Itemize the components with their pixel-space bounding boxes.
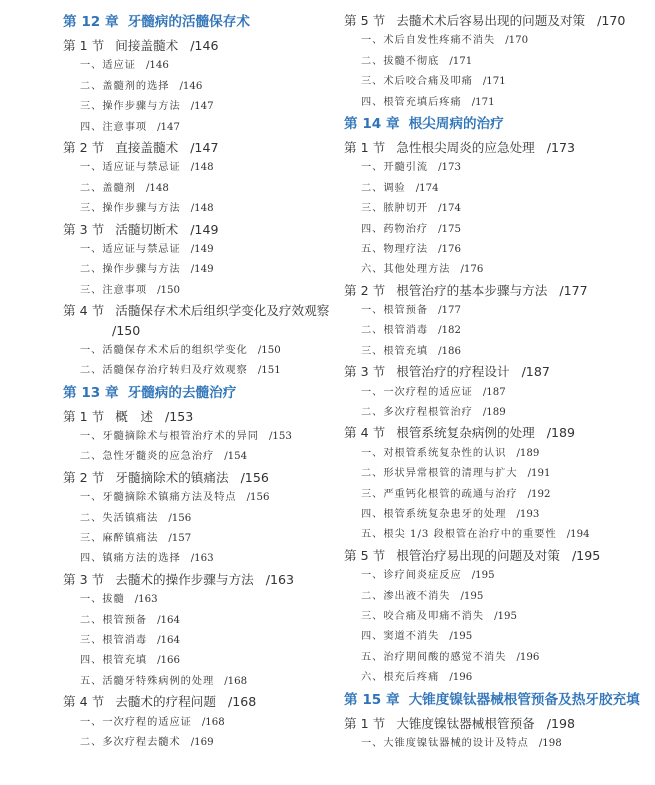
page-number: /149 xyxy=(190,221,219,237)
page-number: /149 xyxy=(190,243,214,255)
page-number: /186 xyxy=(438,345,462,357)
section-number: 第 3 节 xyxy=(63,221,105,237)
section-number: 第 4 节 xyxy=(63,303,105,319)
item-title: 二、操作步骤与方法 xyxy=(80,264,181,276)
page-number: /147 xyxy=(190,139,219,155)
item-title: 二、渗出液不消失 xyxy=(361,590,451,602)
toc-item xyxy=(63,735,338,755)
page-number: /191 xyxy=(527,468,551,480)
section-title: 间接盖髓术 xyxy=(115,38,179,53)
page-number: /189 xyxy=(482,407,506,419)
item-title: 一、一次疗程的适应证 xyxy=(361,386,473,398)
toc-left-column xyxy=(63,13,338,755)
section-number: 第 1 节 xyxy=(344,715,386,731)
toc-item xyxy=(63,99,338,119)
item-title: 三、术后咬合痛及叩痛 xyxy=(361,76,473,88)
section-title: 概 述 xyxy=(115,408,153,424)
page-number: /148 xyxy=(145,182,169,194)
section-title: 直接盖髓术 xyxy=(115,139,179,155)
section-entry xyxy=(344,364,644,384)
chapter-heading xyxy=(63,13,338,38)
page-number: /198 xyxy=(538,737,562,749)
page-number: /148 xyxy=(190,162,214,174)
item-title: 三、严重钙化根管的疏通与治疗 xyxy=(361,488,518,500)
item-title: 三、根管充填 xyxy=(361,345,429,357)
item-title: 三、脓肿切开 xyxy=(361,203,429,215)
chapter-number: 第 12 章 xyxy=(63,14,119,30)
page-number: /195 xyxy=(460,590,484,602)
item-title: 一、术后自发性疼痛不消失 xyxy=(361,35,496,47)
page-number: /146 xyxy=(190,38,219,53)
page-number: /187 xyxy=(482,386,506,398)
page-number: /189 xyxy=(516,447,540,459)
chapter-title: 大锥度镍钛器械根管预备及热牙胶充填 xyxy=(408,691,640,708)
item-title: 一、诊疗间炎症反应 xyxy=(361,570,462,582)
item-title: 一、根管预备 xyxy=(361,305,429,317)
item-title: 三、注意事项 xyxy=(80,284,148,296)
page-number: /150 xyxy=(257,344,281,356)
page-number: /194 xyxy=(566,529,590,541)
section-entry xyxy=(63,694,338,714)
page-number: /146 xyxy=(145,60,169,72)
page-number: /192 xyxy=(527,488,551,500)
item-title: 三、操作步骤与方法 xyxy=(80,101,181,113)
section-title: 活髓保存术术后组织学变化及疗效观察 xyxy=(115,303,330,319)
page-number: /146 xyxy=(179,80,203,92)
section-number: 第 4 节 xyxy=(344,425,386,441)
toc-item xyxy=(344,446,644,466)
section-title: 去髓术的疗程问题 xyxy=(115,694,216,710)
item-title: 四、镇痛方法的选择 xyxy=(80,553,181,565)
section-title: 去髓术术后容易出现的问题及对策 xyxy=(396,13,586,28)
page-number: /195 xyxy=(471,570,495,582)
section-entry xyxy=(344,716,644,736)
item-title: 二、拔髓不彻底 xyxy=(361,55,440,67)
chapter-heading xyxy=(344,691,644,716)
section-entry xyxy=(63,222,338,242)
item-title: 一、开髓引流 xyxy=(361,162,429,174)
page-number: /157 xyxy=(168,533,192,545)
item-title: 二、盖髓剂的选择 xyxy=(80,80,170,92)
chapter-title: 牙髓病的去髓治疗 xyxy=(127,384,237,401)
page-number: /163 xyxy=(190,553,214,565)
section-number: 第 1 节 xyxy=(344,139,386,155)
chapter-heading xyxy=(63,384,338,409)
section-entry xyxy=(63,140,338,160)
toc-item xyxy=(344,222,644,242)
page-number: /177 xyxy=(559,282,588,298)
page-number: /196 xyxy=(449,672,473,684)
section-entry xyxy=(344,425,644,445)
toc-item xyxy=(344,242,644,262)
toc-item xyxy=(344,589,644,609)
page-number: /150 xyxy=(112,323,141,339)
page-number: /163 xyxy=(134,594,158,606)
page-number: /168 xyxy=(227,694,257,710)
item-title: 三、麻醉镇痛法 xyxy=(80,533,159,545)
page-number: /176 xyxy=(460,264,484,276)
item-title: 一、大锥度镍钛器械的设计及特点 xyxy=(361,737,529,749)
item-title: 一、一次疗程的适应证 xyxy=(80,716,192,728)
toc-item xyxy=(63,613,338,633)
page-number: /171 xyxy=(482,76,506,88)
toc-item xyxy=(63,511,338,531)
section-entry xyxy=(344,283,644,303)
toc-item xyxy=(63,201,338,221)
section-entry xyxy=(63,409,338,429)
page-number: /166 xyxy=(157,655,181,667)
item-title: 六、根充后疼痛 xyxy=(361,672,440,684)
section-title: 去髓术的操作步骤与方法 xyxy=(115,571,254,587)
section-line xyxy=(63,301,338,321)
page-number: /195 xyxy=(449,631,473,643)
section-number: 第 5 节 xyxy=(344,547,386,563)
item-title: 一、拔髓 xyxy=(80,594,125,606)
toc-item xyxy=(344,201,644,221)
item-title: 二、多次疗程去髓术 xyxy=(80,736,181,748)
section-title: 急性根尖周炎的应急处理 xyxy=(396,139,535,155)
page-number: /170 xyxy=(597,13,626,28)
item-title: 四、药物治疗 xyxy=(361,223,429,235)
toc-item xyxy=(63,490,338,510)
toc-item xyxy=(344,487,644,507)
toc-item xyxy=(344,33,644,53)
toc-item xyxy=(63,633,338,653)
toc-item xyxy=(344,670,644,690)
page-number: /168 xyxy=(201,716,225,728)
page-number: /173 xyxy=(438,162,462,174)
page-number: /168 xyxy=(224,675,248,687)
section-number: 第 1 节 xyxy=(63,38,105,53)
section-number: 第 5 节 xyxy=(344,13,386,28)
page-number: /163 xyxy=(265,571,295,587)
section-title: 根管治疗的基本步骤与方法 xyxy=(396,282,548,298)
toc-item xyxy=(63,551,338,571)
section-title: 牙髓摘除术的镇痛法 xyxy=(115,469,229,485)
page-number: /171 xyxy=(471,96,495,108)
item-title: 二、形状异常根管的清理与扩大 xyxy=(361,468,518,480)
item-title: 三、操作步骤与方法 xyxy=(80,203,181,215)
toc-item xyxy=(63,715,338,735)
toc-item xyxy=(63,283,338,303)
toc-item xyxy=(344,262,644,282)
toc-right-column xyxy=(344,13,644,756)
toc-item xyxy=(63,363,338,383)
toc-item xyxy=(344,54,644,74)
section-line xyxy=(63,321,338,341)
page-number: /189 xyxy=(546,425,576,441)
page-number: /174 xyxy=(438,203,462,215)
toc-item xyxy=(63,181,338,201)
page-number: /156 xyxy=(240,469,269,485)
toc-item xyxy=(344,629,644,649)
page-number: /156 xyxy=(246,492,270,504)
page-number: /173 xyxy=(546,139,576,155)
item-title: 五、根尖 1/3 段根管在治疗中的重要性 xyxy=(361,529,557,541)
page-number: /175 xyxy=(438,223,462,235)
item-title: 二、急性牙髓炎的应急治疗 xyxy=(80,451,215,463)
item-title: 二、调验 xyxy=(361,182,406,194)
toc-item xyxy=(63,120,338,140)
section-number: 第 2 节 xyxy=(63,469,105,485)
toc-item xyxy=(344,405,644,425)
item-title: 三、根管消毒 xyxy=(80,634,148,646)
page-number: /164 xyxy=(157,614,181,626)
section-entry xyxy=(63,301,338,342)
item-title: 一、对根管系统复杂性的认识 xyxy=(361,447,507,459)
toc-item xyxy=(344,568,644,588)
page-number: /182 xyxy=(438,325,462,337)
section-title: 根管治疗易出现的问题及对策 xyxy=(396,547,560,563)
section-number: 第 4 节 xyxy=(63,694,105,710)
section-entry xyxy=(344,548,644,568)
page-number: /174 xyxy=(415,182,439,194)
page-number: /198 xyxy=(546,715,576,731)
toc-item xyxy=(63,160,338,180)
item-title: 二、根管消毒 xyxy=(361,325,429,337)
toc-item xyxy=(63,79,338,99)
section-title: 根管治疗的疗程设计 xyxy=(396,364,510,380)
section-entry xyxy=(63,572,338,592)
toc-item xyxy=(344,650,644,670)
page-number: /176 xyxy=(438,243,462,255)
toc-item xyxy=(344,95,644,115)
item-title: 二、多次疗程根管治疗 xyxy=(361,407,473,419)
section-number: 第 2 节 xyxy=(344,282,386,298)
toc-item xyxy=(344,385,644,405)
toc-item xyxy=(344,160,644,180)
section-number: 第 3 节 xyxy=(344,364,386,380)
page-number: /153 xyxy=(165,408,194,424)
chapter-number: 第 14 章 xyxy=(344,115,400,132)
toc-item xyxy=(63,343,338,363)
toc-item xyxy=(344,527,644,547)
toc-item xyxy=(63,242,338,262)
section-number: 第 3 节 xyxy=(63,571,105,587)
item-title: 四、注意事项 xyxy=(80,121,148,133)
chapter-number: 第 13 章 xyxy=(63,384,119,401)
page-number: /177 xyxy=(438,305,462,317)
page-number: /150 xyxy=(157,284,181,296)
section-number: 第 1 节 xyxy=(63,408,105,424)
page-number: /153 xyxy=(269,431,292,443)
toc-item xyxy=(344,74,644,94)
page-number: /147 xyxy=(190,101,214,113)
page-number: /156 xyxy=(168,512,192,524)
item-title: 三、咬合痛及叩痛不消失 xyxy=(361,610,485,622)
toc-item xyxy=(63,429,338,449)
page-number: /193 xyxy=(516,508,540,520)
chapter-title: 根尖周病的治疗 xyxy=(408,115,504,132)
page-number: /149 xyxy=(190,264,214,276)
toc-item xyxy=(344,736,644,756)
item-title: 五、治疗期间酸的感觉不消失 xyxy=(361,651,507,663)
item-title: 一、适应证与禁忌证 xyxy=(80,243,181,255)
section-title: 活髓切断术 xyxy=(115,221,179,237)
page-number: /187 xyxy=(521,364,550,380)
toc-item xyxy=(344,609,644,629)
item-title: 二、失活镇痛法 xyxy=(80,512,159,524)
page-number: /164 xyxy=(157,634,181,646)
item-title: 一、适应证 xyxy=(80,60,136,72)
toc-item xyxy=(63,592,338,612)
section-title: 大锥度镍钛器械根管预备 xyxy=(396,715,535,731)
item-title: 四、根管系统复杂患牙的处理 xyxy=(361,508,507,520)
toc-item xyxy=(344,303,644,323)
page-number: /171 xyxy=(449,55,473,67)
section-entry xyxy=(63,470,338,490)
item-title: 四、根管充填后疼痛 xyxy=(361,96,462,108)
item-title: 五、物理疗法 xyxy=(361,243,429,255)
toc-item xyxy=(344,323,644,343)
item-title: 四、根管充填 xyxy=(80,655,148,667)
toc-item xyxy=(63,653,338,673)
page-number: /151 xyxy=(257,365,281,377)
toc-item xyxy=(63,262,338,282)
item-title: 一、活髓保存术术后的组织学变化 xyxy=(80,344,248,356)
chapter-number: 第 15 章 xyxy=(344,691,400,708)
page-number: /154 xyxy=(224,451,248,463)
toc-item xyxy=(63,58,338,78)
item-title: 一、适应证与禁忌证 xyxy=(80,162,181,174)
item-title: 二、活髓保存治疗转归及疗效观察 xyxy=(80,365,248,377)
item-title: 一、牙髓摘除术镇痛方法及特点 xyxy=(80,492,237,504)
item-title: 一、牙髓摘除术与根管治疗术的异同 xyxy=(80,431,259,443)
item-title: 六、其他处理方法 xyxy=(361,264,451,276)
section-entry xyxy=(63,38,338,58)
toc-item xyxy=(63,674,338,694)
page-number: /148 xyxy=(190,203,214,215)
toc-item xyxy=(344,344,644,364)
toc-item xyxy=(344,181,644,201)
section-number: 第 2 节 xyxy=(63,139,105,155)
item-title: 二、盖髓剂 xyxy=(80,182,136,194)
toc-item xyxy=(344,507,644,527)
section-entry xyxy=(344,13,644,33)
toc-item xyxy=(344,466,644,486)
chapter-title: 牙髓病的活髓保存术 xyxy=(127,14,250,30)
page-number: /195 xyxy=(494,610,517,622)
page-number: /169 xyxy=(190,736,214,748)
section-title: 根管系统复杂病例的处理 xyxy=(396,425,535,441)
chapter-heading xyxy=(344,115,644,140)
item-title: 五、活髓牙特殊病例的处理 xyxy=(80,675,215,687)
page-number: /195 xyxy=(571,547,601,563)
section-entry xyxy=(344,140,644,160)
page-number: /170 xyxy=(505,35,529,47)
page-number: /147 xyxy=(157,121,181,133)
toc-item xyxy=(63,449,338,469)
item-title: 四、窦道不消失 xyxy=(361,631,440,643)
page-number: /196 xyxy=(516,651,540,663)
toc-item xyxy=(63,531,338,551)
item-title: 二、根管预备 xyxy=(80,614,148,626)
